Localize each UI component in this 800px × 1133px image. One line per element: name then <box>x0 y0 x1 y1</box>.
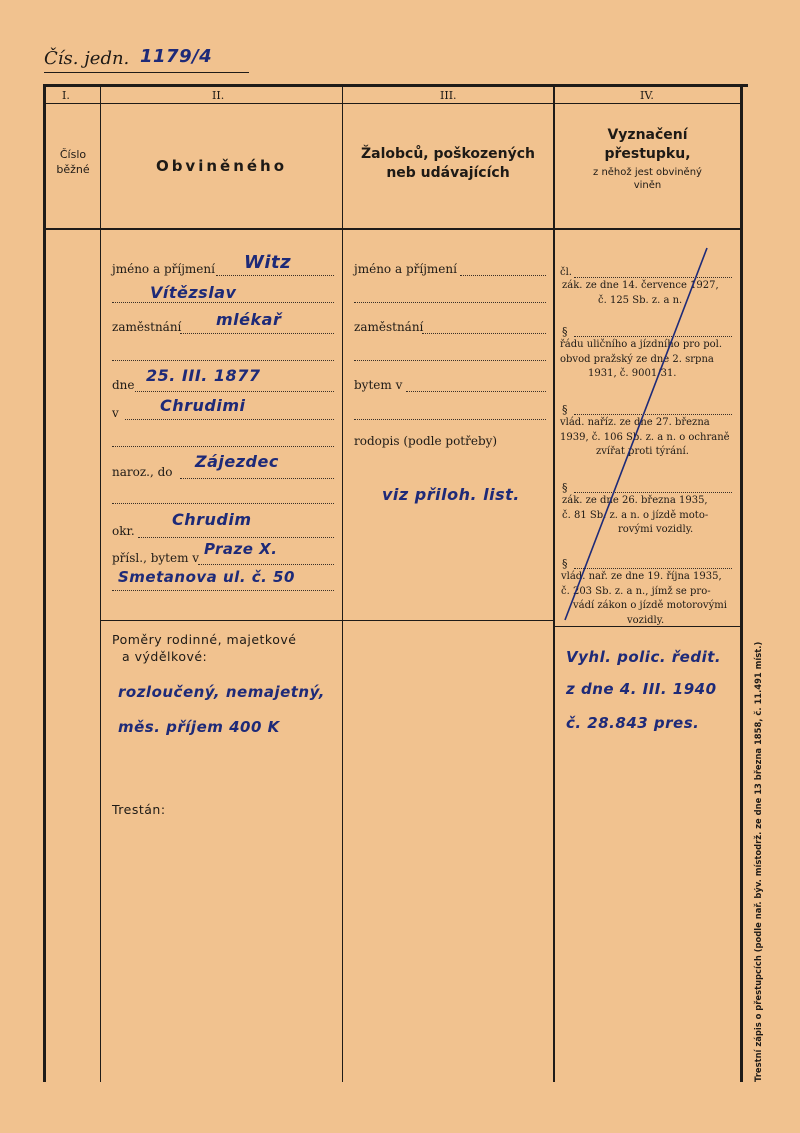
accused-residence-label: přísl., bytem v <box>112 551 200 565</box>
accused-born-dots <box>180 478 334 479</box>
roman-row-line <box>46 103 740 104</box>
col4-title-line4: viněn <box>633 180 662 192</box>
plaintiff-rodopis-label: rodopis (podle potřeby) <box>354 434 498 448</box>
col4-title <box>555 126 740 193</box>
roman-3: III. <box>440 89 457 102</box>
frame-right <box>740 84 743 1082</box>
plaintiff-occupation-label: zaměstnání <box>354 320 424 334</box>
plaintiff-name-label: jméno a příjmení <box>354 262 457 276</box>
offence-law2-line3: 1931, č. 9001/31. <box>588 368 677 379</box>
offence-hand-line2: z dne 4. III. 1940 <box>566 680 717 698</box>
offence-law4-line2: č. 81 Sb. z. a n. o jízdě moto- <box>562 509 709 521</box>
accused-conditions-line1: Poměry rodinné, majetkové <box>112 632 297 647</box>
offence-law5-line3: vádí zákon o jízdě motorovými <box>573 600 727 611</box>
plaintiff-residence-label: bytem v <box>354 378 403 392</box>
plaintiff-residence-dots <box>406 391 546 392</box>
offence-law2-line2: obvod pražský ze dne 2. srpna <box>560 353 714 365</box>
offence-par3: § <box>562 403 568 416</box>
accused-occupation-value: mlékař <box>216 310 282 329</box>
col4-title-line3: z něhož jest obviněný <box>593 166 702 178</box>
side-note: Trestní zápis o přestupcích (podle nař. býv. místodrž. ze dne 13 března 1858, č. 11.491 míst.) <box>753 641 763 1082</box>
offence-law5-line4: vozidly. <box>627 614 665 626</box>
accused-conditions-value1: rozloučený, nemajetný, <box>118 683 325 701</box>
offence-par2: § <box>562 325 568 338</box>
accused-residence-dots <box>198 564 334 565</box>
offence-law1-line1: zák. ze dne 14. července 1927, <box>562 280 719 291</box>
accused-born-value: Zájezdec <box>195 452 279 471</box>
col4-title-line1: Vyznačení <box>607 127 688 143</box>
col2-title: Obviněného <box>155 157 288 175</box>
accused-address-dots <box>112 590 334 591</box>
accused-district-dots <box>138 537 334 538</box>
accused-place-dots <box>125 419 334 420</box>
offence-law3-line1: vlád. naříz. ze dne 27. března <box>560 417 710 428</box>
offence-law4-line1: zák. ze dne 26. března 1935, <box>562 495 708 506</box>
accused-conditions-value2: měs. příjem 400 K <box>118 718 280 736</box>
cis-jedn-label: Čís. jedn. <box>44 48 130 69</box>
accused-blank3-dots <box>112 503 334 504</box>
offence-law5-line2: č. 203 Sb. z. a n., jímž se pro- <box>561 585 711 597</box>
offence-law3-line2: 1939, č. 106 Sb. z. a n. o ochraně <box>560 431 730 443</box>
accused-date-value: 25. III. 1877 <box>146 366 261 385</box>
accused-district-value: Chrudim <box>172 510 252 529</box>
accused-occupation-label: zaměstnání <box>112 320 182 334</box>
offence-law1-line2: č. 125 Sb. z. a n. <box>598 294 683 306</box>
col1-title-line1: Číslo <box>59 148 87 161</box>
col1-title <box>46 148 100 178</box>
accused-name-value2: Vítězslav <box>150 283 237 302</box>
offence-law4-line3: rovými vozidly. <box>618 524 694 535</box>
accused-date-dots <box>135 391 334 392</box>
col-sep-1 <box>100 87 101 1082</box>
cis-jedn-underline <box>44 72 249 73</box>
plaintiff-note-value: viz přiloh. list. <box>382 485 520 504</box>
frame-left <box>43 84 46 1082</box>
accused-name-dots <box>216 275 334 276</box>
col3-title <box>343 145 553 183</box>
offence-par4: § <box>562 481 568 494</box>
accused-name-label: jméno a příjmení <box>112 262 215 276</box>
accused-place-value: Chrudimi <box>160 396 246 415</box>
offence-hand-line3: č. 28.843 pres. <box>566 714 700 732</box>
accused-blank1-dots <box>112 360 334 361</box>
col4-title-line2: přestupku, <box>604 145 691 162</box>
accused-residence-value: Praze X. <box>204 540 278 558</box>
accused-name2-dots <box>112 302 334 303</box>
header-bottom-line <box>46 228 740 230</box>
accused-place-label: v <box>112 406 119 420</box>
col3-divider <box>343 620 553 621</box>
col3-title-line2: neb udávajících <box>386 164 510 181</box>
accused-punished-label: Trestán: <box>112 802 166 817</box>
col3-title-line1: Žalobců, poškozených <box>360 146 536 162</box>
accused-conditions-label <box>112 632 296 666</box>
plaintiff-blank2-dots <box>354 419 546 420</box>
offence-law3-line3: zvířat proti týrání. <box>596 446 689 457</box>
accused-born-label: naroz., do <box>112 465 173 479</box>
offence-law5-line1: vlád. nař. ze dne 19. října 1935, <box>561 571 722 582</box>
plaintiff-name2-dots <box>354 302 546 303</box>
offence-par5: § <box>562 557 568 570</box>
plaintiff-blank1-dots <box>354 360 546 361</box>
frame-top <box>43 84 748 87</box>
offence-hand-line1: Vyhl. polic. ředit. <box>566 648 722 666</box>
col2-divider <box>101 620 342 621</box>
accused-address-value: Smetanova ul. č. 50 <box>118 568 295 586</box>
offence-cl-label: čl. <box>560 267 572 278</box>
roman-2: II. <box>212 89 225 102</box>
col-sep-2 <box>342 87 343 1082</box>
plaintiff-occupation-dots <box>422 333 546 334</box>
roman-4: IV. <box>640 89 654 102</box>
strike-through-line <box>555 240 740 630</box>
accused-name-value: Witz <box>244 252 292 273</box>
accused-blank2-dots <box>112 446 334 447</box>
offence-law2-line1: řádu uličního a jízdního pro pol. <box>560 339 723 350</box>
accused-occupation-dots <box>180 333 334 334</box>
accused-conditions-line2: a výdělkové: <box>122 648 208 664</box>
strike-line <box>565 248 707 620</box>
cis-jedn-value: 1179/4 <box>140 46 213 67</box>
col1-title-line2: běžné <box>56 162 90 176</box>
accused-date-label: dne <box>112 378 135 392</box>
plaintiff-name-dots <box>460 275 546 276</box>
accused-district-label: okr. <box>112 524 135 538</box>
roman-1: I. <box>62 89 70 102</box>
